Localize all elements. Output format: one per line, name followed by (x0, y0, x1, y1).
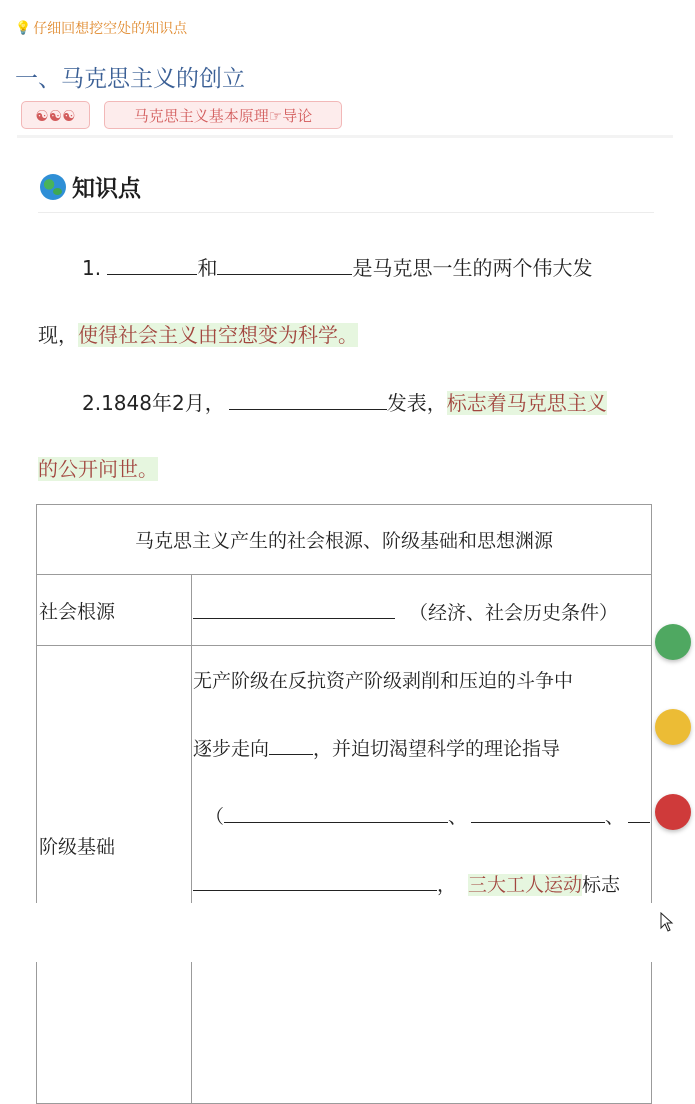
row-content (191, 646, 651, 1104)
blank-9[interactable] (193, 868, 437, 891)
row-text-line: 无产阶级在反抗资产阶级剥削和压迫的斗争中 (192, 670, 573, 692)
question-1-line-1: 1. 和 是马克思一生的两个伟大发 (82, 251, 592, 285)
row-text-line: （ 、 、 (193, 783, 650, 851)
hint (15, 18, 187, 38)
chapter-link-tag[interactable]: 马克思主义基本原理☞导论 (104, 101, 342, 129)
table-row (37, 575, 652, 646)
blank-8[interactable] (628, 800, 650, 823)
highlight-text: 标志着马克思主义 (446, 391, 607, 415)
row-text-line: ， 三大工人运动标志 (193, 851, 650, 919)
knowledge-heading-text: 知识点 (72, 176, 141, 202)
blank-3[interactable] (229, 387, 387, 410)
blank-7[interactable] (471, 800, 605, 823)
question-2-line-2 (38, 452, 158, 486)
yellow-floating-button[interactable] (655, 709, 691, 745)
summary-table (36, 504, 652, 1104)
row-label: 社会根源 (37, 575, 192, 646)
blank-6[interactable] (224, 800, 448, 823)
question-1-line-2: 现，使得社会主义由空想变为科学。 (38, 323, 358, 347)
cursor-icon (660, 912, 674, 932)
highlight-text: 的公开问世。 (38, 457, 158, 481)
emoji-tag[interactable]: ☯☯☯ (21, 101, 90, 129)
globe-icon (40, 174, 66, 200)
lightbulb-icon: 💡 (15, 20, 32, 36)
question-2-line-1: 2.1848年2月， 发表，标志着马克思主义 (82, 386, 607, 420)
blank-5[interactable] (269, 732, 313, 755)
table-header: 马克思主义产生的社会根源、阶级基础和思想渊源 (37, 505, 652, 575)
hint-text: 仔细回想挖空处的知识点 (33, 21, 188, 37)
heading-divider (38, 212, 654, 213)
bottom-mask (0, 903, 695, 962)
row-text-line: 逐步走向 ，并迫切渴望科学的理论指导 (193, 715, 650, 783)
blank-2[interactable] (217, 252, 352, 275)
knowledge-heading (40, 170, 141, 203)
table-row (37, 646, 652, 1104)
row-label: 阶级基础 (37, 646, 192, 1104)
green-floating-button[interactable] (655, 624, 691, 660)
divider (17, 135, 673, 138)
highlight-text: 使得社会主义由空想变为科学。 (78, 323, 358, 347)
blank-1[interactable] (107, 252, 197, 275)
highlight-text: 三大工人运动 (467, 874, 582, 896)
table-header-row (37, 505, 652, 575)
row-content: （经济、社会历史条件） (191, 575, 651, 646)
blank-4[interactable] (193, 596, 395, 619)
section-title: 一、马克思主义的创立 (15, 66, 245, 92)
red-floating-button[interactable] (655, 794, 691, 830)
